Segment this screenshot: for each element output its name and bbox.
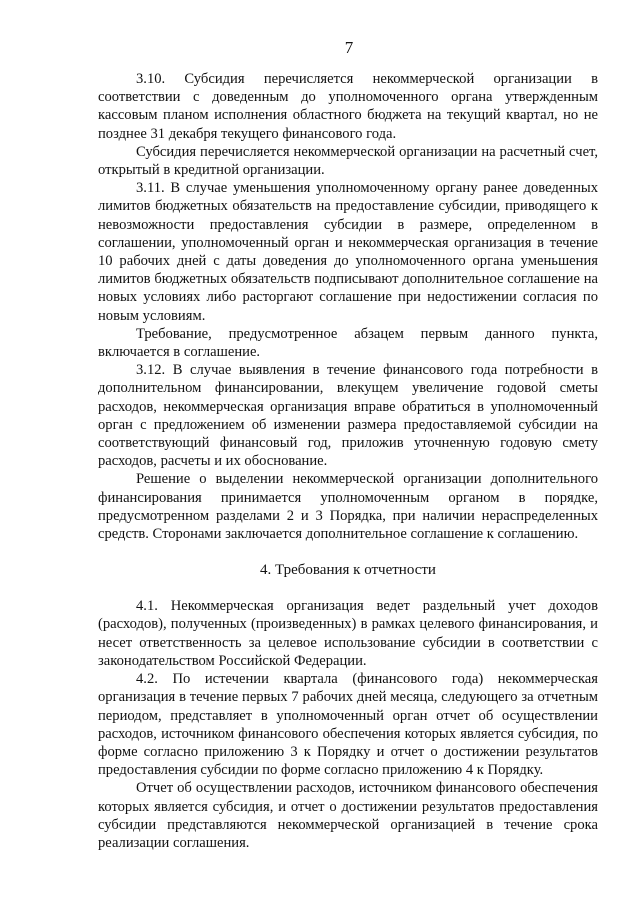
page-number: 7 bbox=[344, 38, 354, 57]
paragraph-4-2: 4.2. По истечении квартала (финансового года) некоммерческая организация в течение первых 7 рабочих дней месяца, следующего за отчетным периодом, представляет в уполномоченный орган отчет об осуществлении расходов, источником финансового обеспечения которых является субсидия, по форме согласно приложению 3 к Порядку и отчет о достижении результатов предоставления субсидии по форме согласно приложению 4 к Порядку. bbox=[98, 671, 598, 779]
paragraph-subsidy-account: Субсидия перечисляется некоммерческой организации на расчетный счет, открытый в кредитной организации. bbox=[98, 143, 598, 179]
paragraph-4-1: 4.1. Некоммерческая организация ведет раздельный учет доходов (расходов), полученных (произведенных) в рамках целевого финансирования, и несет ответственность за целевое использование субсидии в соответствии с законодательством Российской Федерации. bbox=[98, 598, 598, 669]
document-page bbox=[98, 38, 598, 852]
paragraph-report: Отчет об осуществлении расходов, источником финансового обеспечения которых является субсидия, и отчет о достижении результатов предоставления субсидии представляются некоммерческой организацией в течение срока реализации соглашения. bbox=[98, 780, 598, 851]
paragraph-3-10: 3.10. Субсидия перечисляется некоммерческой организации в соответствии с доведенным до уполномоченного органа утвержденным кассовым планом исполнения областного бюджета на текущий квартал, но не позднее 31 декабря текущего финансового года. bbox=[98, 71, 598, 142]
paragraph-3-12: 3.12. В случае выявления в течение финансового года потребности в дополнительном финансировании, влекущем увеличение годовой сметы расходов, некоммерческая организация вправе обратиться в уполномоченный орган с предложением об изменении размера предоставляемой субсидии на соответствующий финансовый год, приложив уточненную годовую смету расходов, расчеты и их обоснование. bbox=[98, 362, 598, 470]
section-heading: 4. Требования к отчетности bbox=[260, 562, 436, 579]
paragraph-3-11: 3.11. В случае уменьшения уполномоченному органу ранее доведенных лимитов бюджетных обязательств на предоставление субсидии, приводящего к невозможности предоставления субсидии в размере, определенном в соглашении, уполномоченный орган и некоммерческая организация в течение 10 рабочих дней с даты доведения до уполномоченного органа уменьшения лимитов бюджетных обязательств подписывают дополнительное соглашение на новых условиях либо расторгают соглашение при недостижении согласия по новым условиям. bbox=[98, 180, 598, 324]
paragraph-additional-funding: Решение о выделении некоммерческой организации дополнительного финансирования принимается уполномоченным органом в порядке, предусмотренном разделами 2 и 3 Порядка, при наличии нераспределенных средств. Сторонами заключается дополнительное соглашение к соглашению. bbox=[98, 471, 598, 543]
paragraph-requirement: Требование, предусмотренное абзацем первым данного пункта, включается в соглашение. bbox=[98, 325, 598, 361]
